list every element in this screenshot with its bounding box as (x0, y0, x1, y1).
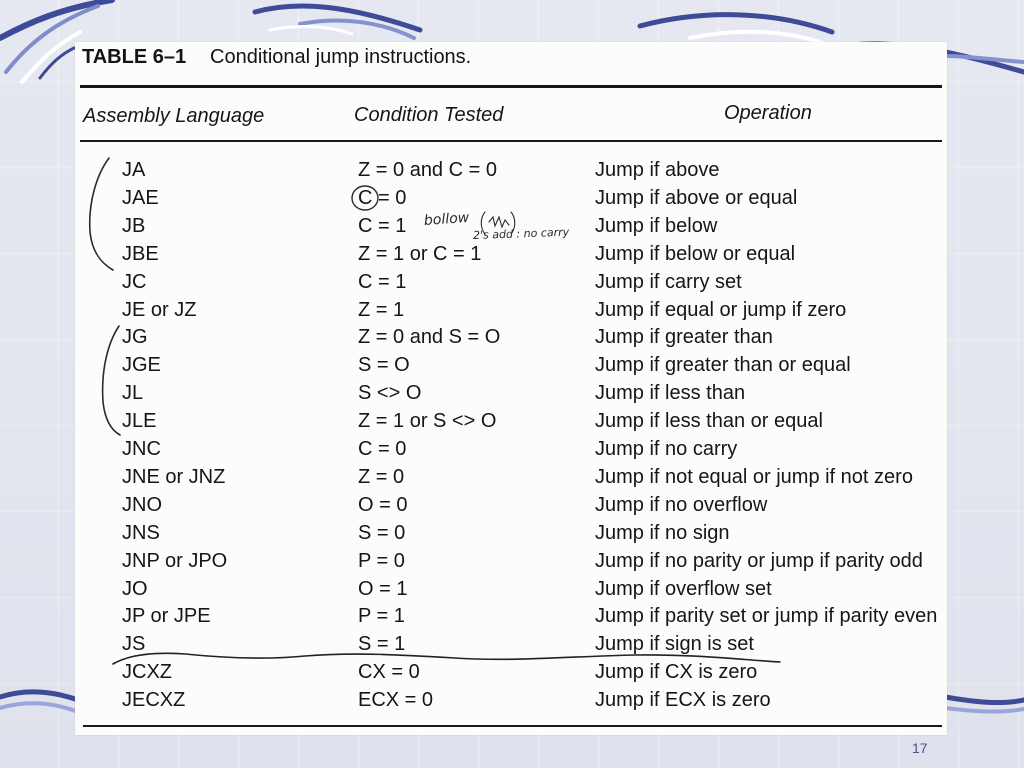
operation-cell: Jump if no overflow (595, 493, 768, 516)
table-row (75, 324, 947, 350)
operation-cell: Jump if not equal or jump if not zero (595, 465, 913, 488)
table-row (75, 380, 947, 406)
instruction-cell: JC (122, 270, 147, 293)
instruction-cell: JO (122, 577, 148, 600)
operation-cell: Jump if parity set or jump if parity even (595, 605, 938, 628)
instruction-cell: JCXZ (122, 661, 172, 684)
instruction-cell: JECXZ (122, 689, 186, 712)
condition-cell: S = 1 (358, 633, 406, 656)
condition-cell: C = 1 (358, 214, 407, 237)
table-row (75, 687, 947, 713)
condition-cell: S = 0 (358, 521, 406, 544)
table-row (75, 659, 947, 685)
condition-cell: O = 0 (358, 493, 408, 516)
operation-cell: Jump if less than (595, 382, 746, 405)
instruction-cell: JNS (122, 521, 160, 544)
table-row (75, 436, 947, 462)
table-row (75, 408, 947, 434)
table-row (75, 520, 947, 546)
instruction-cell: JB (122, 214, 146, 237)
operation-cell: Jump if CX is zero (595, 661, 758, 684)
column-header-assembly-language: Assembly Language (83, 105, 265, 127)
condition-cell: S <> O (358, 382, 422, 405)
condition-cell: Z = 0 and S = O (358, 326, 501, 349)
swoosh (0, 703, 78, 712)
instruction-cell: JG (122, 326, 148, 349)
condition-cell: S = O (358, 354, 410, 377)
instruction-cell: JBE (122, 242, 159, 265)
operation-cell: Jump if above (595, 159, 720, 181)
operation-cell: Jump if above or equal (595, 186, 798, 209)
condition-cell: P = 0 (358, 549, 405, 572)
condition-cell: C = 1 (358, 270, 407, 293)
operation-cell: Jump if greater than or equal (595, 354, 851, 377)
condition-cell: Z = 1 (358, 298, 405, 321)
table-row (75, 548, 947, 574)
condition-cell: C = 0 (358, 438, 407, 460)
table-label: TABLE 6–1 (82, 46, 187, 68)
operation-cell: Jump if no carry (595, 438, 738, 460)
table-body (75, 42, 947, 735)
condition-cell: Z = 1 or C = 1 (358, 242, 482, 265)
instruction-cell: JNE or JNZ (122, 465, 226, 488)
condition-cell: CX = 0 (358, 661, 420, 684)
condition-cell: Z = 0 (358, 465, 405, 488)
column-header-operation: Operation (724, 102, 812, 124)
instruction-cell: JL (122, 382, 144, 405)
instruction-cell: JNC (122, 438, 161, 460)
condition-cell: C = 0 (358, 186, 407, 209)
operation-cell: Jump if greater than (595, 326, 773, 349)
operation-cell: Jump if less than or equal (595, 410, 823, 433)
swoosh (255, 6, 420, 30)
swoosh (640, 15, 832, 32)
handwritten-note-borrow: bollow (423, 209, 470, 229)
table-row (75, 157, 947, 183)
operation-cell: Jump if sign is set (595, 633, 754, 656)
instruction-cell: JNO (122, 493, 162, 516)
operation-cell: Jump if overflow set (595, 577, 772, 600)
condition-cell: O = 1 (358, 577, 408, 600)
handwritten-note-carry: 2's add : no carry (472, 225, 570, 242)
operation-cell: Jump if no sign (595, 521, 730, 544)
slide-number: 17 (912, 740, 928, 756)
table-caption: Conditional jump instructions. (210, 46, 472, 68)
table-row (75, 297, 947, 323)
condition-cell: P = 1 (358, 605, 405, 628)
operation-cell: Jump if carry set (595, 270, 742, 293)
operation-cell: Jump if no parity or jump if parity odd (595, 549, 923, 572)
operation-cell: Jump if below (595, 214, 718, 237)
table-row (75, 185, 947, 211)
column-header-condition-tested: Condition Tested (354, 104, 504, 126)
scanned-table-page (75, 42, 947, 735)
table-row (75, 631, 947, 657)
instruction-cell: JE or JZ (122, 298, 197, 321)
swoosh (40, 48, 74, 78)
instruction-cell: JA (122, 159, 146, 181)
table-row (75, 603, 947, 629)
operation-cell: Jump if equal or jump if zero (595, 298, 847, 321)
condition-cell: ECX = 0 (358, 689, 434, 712)
operation-cell: Jump if below or equal (595, 242, 796, 265)
swoosh (22, 32, 80, 82)
instruction-cell: JP or JPE (122, 605, 211, 628)
operation-cell: Jump if ECX is zero (595, 689, 771, 712)
table-row (75, 269, 947, 295)
table-row (75, 464, 947, 490)
table-bottom-rule (83, 725, 942, 727)
instruction-cell: JS (122, 633, 146, 656)
table-row (75, 576, 947, 602)
condition-cell: Z = 1 or S <> O (358, 410, 497, 433)
instruction-cell: JLE (122, 410, 157, 433)
swoosh (945, 708, 1024, 712)
swoosh (0, 692, 78, 700)
instruction-cell: JNP or JPO (122, 549, 228, 572)
table-row (75, 352, 947, 378)
swoosh (945, 697, 1024, 703)
condition-cell: Z = 0 and C = 0 (358, 159, 497, 181)
swoosh (270, 27, 352, 34)
instruction-cell: JAE (122, 186, 159, 209)
table-row (75, 241, 947, 267)
instruction-cell: JGE (122, 354, 161, 377)
table-row (75, 492, 947, 518)
